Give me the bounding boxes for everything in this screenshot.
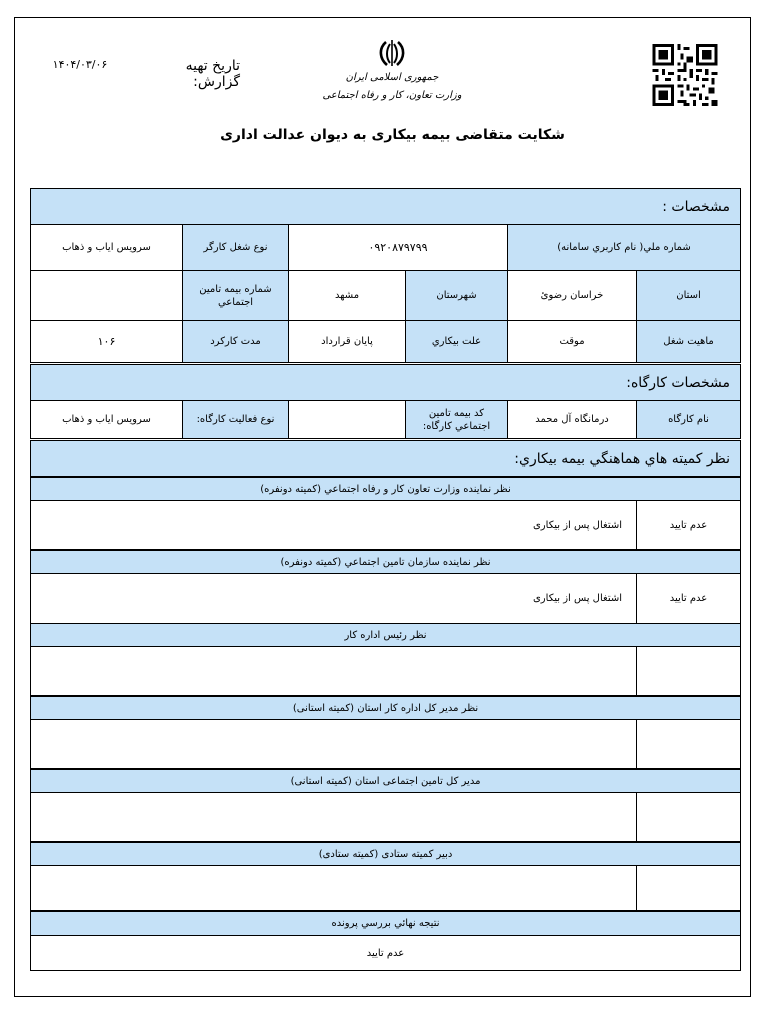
workplace-name-label: نام کارگاه: [636, 400, 741, 439]
committee-block-note: [30, 865, 637, 911]
workplace-heading: مشخصات کارگاه:: [30, 364, 741, 401]
national-id-value: ۰۹۲۰۸۷۹۷۹۹: [288, 224, 508, 271]
committee-block-status: [636, 719, 741, 769]
page-title: شکایت متقاضی بیمه بیکاری به دیوان عدالت اداری: [220, 127, 565, 143]
qr-code: [652, 44, 718, 106]
workplace-insurance-code-label: کد بیمه تامین اجتماعي کارگاه:: [405, 400, 508, 439]
committee-block-title: نظر رئیس اداره کار: [30, 623, 741, 647]
committee-block-status: [636, 865, 741, 911]
committee-block-status: عدم تایید: [636, 573, 741, 624]
insurance-number-label: شماره بیمه تامین اجتماعي: [182, 270, 289, 321]
committee-block-note: [30, 646, 637, 696]
province-value: خراسان رضوئ: [507, 270, 637, 321]
committee-heading: نظر کمیته هاي هماهنگي بیمه بیکاري:: [30, 440, 741, 477]
qr-code-icon: [652, 44, 718, 106]
report-date-value: ۱۴۰۴/۰۳/۰۶: [52, 58, 108, 71]
province-label: استان: [636, 270, 741, 321]
workplace-activity-label: نوع فعالیت کارگاه:: [182, 400, 289, 439]
emblem-caption-line2: وزارت تعاون، کار و رفاه اجتماعی: [322, 90, 462, 101]
city-label: شهرستان: [405, 270, 508, 321]
committee-block-title: نظر مدیر کل اداره کار استان (کمیته استانی): [30, 696, 741, 720]
committee-block-note: اشتغال پس از بیکاری: [30, 573, 637, 624]
emblem-caption-line1: جمهوری اسلامی ایران: [345, 72, 439, 83]
government-emblem: [377, 38, 407, 68]
committee-block-note: [30, 719, 637, 769]
committee-block-status: [636, 792, 741, 842]
specs-heading: مشخصات :: [30, 188, 741, 225]
work-duration-value: ۱۰۶: [30, 320, 183, 363]
committee-block-note: [30, 792, 637, 842]
job-type-value: سرویس ایاب و ذهاب: [30, 224, 183, 271]
unemployment-reason-value: پایان قرارداد: [288, 320, 406, 363]
final-result-value: عدم تایید: [30, 935, 741, 971]
committee-block-status: [636, 646, 741, 696]
city-value: مشهد: [288, 270, 406, 321]
workplace-activity-value: سرویس ایاب و ذهاب: [30, 400, 183, 439]
committee-block-title: مدیر کل تامین اجتماعی استان (کمیته استانی): [30, 769, 741, 793]
emblem-icon: [377, 38, 407, 68]
final-result-title: نتیجه نهائي بررسي پرونده: [30, 911, 741, 936]
workplace-name-value: درمانگاه آل محمد: [507, 400, 637, 439]
committee-block-title: نظر نماینده سازمان تامین اجتماعي (کمیته دونفره): [30, 550, 741, 574]
report-date-label: تاریخ تهیه گزارش:: [185, 58, 240, 90]
unemployment-reason-label: علت بیکاري: [405, 320, 508, 363]
job-type-label: نوع شغل کارگر: [182, 224, 289, 271]
job-nature-value: موقت: [507, 320, 637, 363]
national-id-label: شماره ملي( نام کاربري سامانه): [507, 224, 741, 271]
job-nature-label: ماهیت شغل: [636, 320, 741, 363]
work-duration-label: مدت کارکرد: [182, 320, 289, 363]
committee-block-status: عدم تایید: [636, 500, 741, 550]
committee-block-title: نظر نماینده وزارت تعاون کار و رفاه اجتماعي (کمیته دونفره): [30, 477, 741, 501]
insurance-number-value: [30, 270, 183, 321]
workplace-insurance-code-value: [288, 400, 406, 439]
committee-block-note: اشتغال پس از بیکاری: [30, 500, 637, 550]
committee-block-title: دبیر کمیته ستادی (کمیته ستادی): [30, 842, 741, 866]
